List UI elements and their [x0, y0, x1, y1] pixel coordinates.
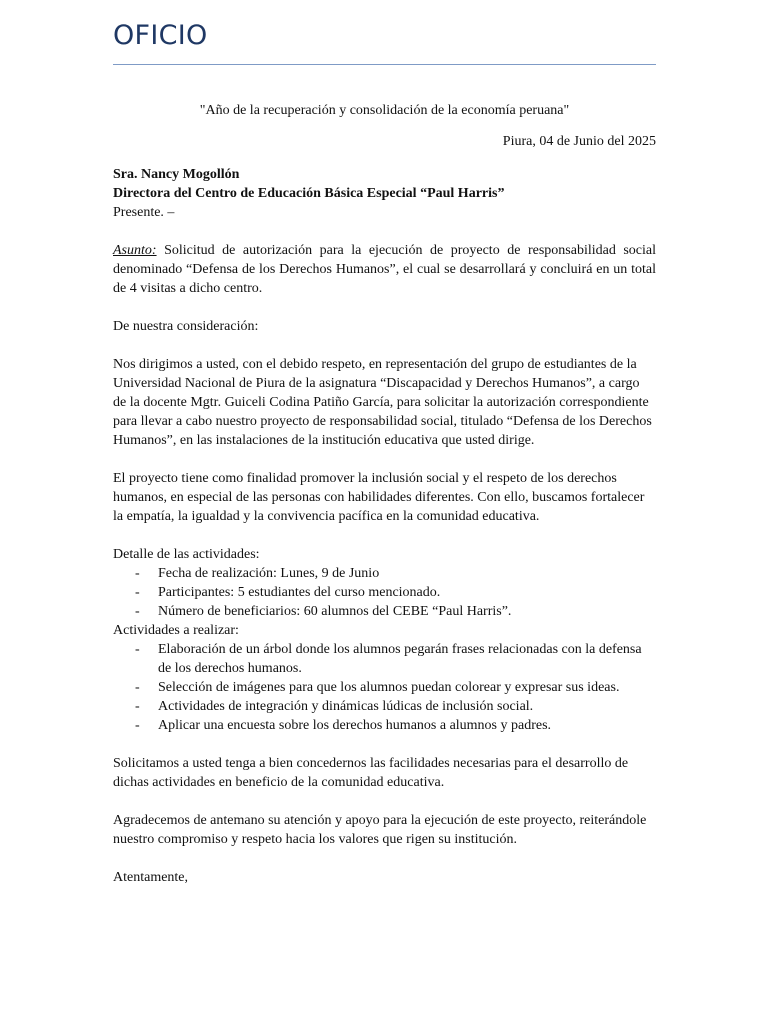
- closing: Atentamente,: [113, 870, 189, 885]
- document-body: [113, 101, 656, 887]
- paragraph-2: El proyecto tiene como finalidad promover la inclusión social y el respeto de los derechos humanos, en especial de las personas con habilidades diferentes. Con ello, buscamos fortalecer la empatía, la igualdad y la convivencia pacífica en la comunidad educativa.: [113, 471, 645, 524]
- list-item: - Participantes: 5 estudiantes del curso mencionado.: [113, 583, 656, 602]
- subject-text: Solicitud de autorización para la ejecución de proyecto de responsabilidad social denominado “Defensa de los Derechos Humanos”, el cual se desarrollará y concluirá en un total de 4 visitas a dicho centro.: [113, 243, 656, 296]
- details-title: Detalle de las actividades:: [113, 547, 260, 562]
- list-item: - Fecha de realización: Lunes, 9 de Junio: [113, 564, 656, 583]
- greeting: De nuestra consideración:: [113, 319, 259, 334]
- list-item: - Número de beneficiarios: 60 alumnos del CEBE “Paul Harris”.: [113, 602, 656, 621]
- list-item: - Aplicar una encuesta sobre los derechos humanos a alumnos y padres.: [113, 716, 656, 735]
- document-heading: OFICIO: [113, 20, 208, 51]
- paragraph-1: Nos dirigimos a usted, con el debido respeto, en representación del grupo de estudiantes de la Universidad Nacional de Piura de la asignatura “Discapacidad y Derechos Humanos”, a cargo de la docente Mgtr. Guiceli Codina Patiño García, para solicitar la autorización correspondiente para llevar a cabo nuestro proyecto de responsabilidad social, titulado “Defensa de los Derechos Humanos”, en las instalaciones de la institución educativa que usted dirige.: [113, 357, 652, 448]
- heading-rule: [113, 64, 656, 65]
- activities-list: [113, 640, 656, 735]
- subject-paragraph: [113, 241, 656, 298]
- year-motto: "Año de la recuperación y consolidación de la economía peruana": [199, 103, 570, 118]
- place-date: Piura, 04 de Junio del 2025: [502, 134, 656, 149]
- details-list: [113, 564, 656, 621]
- presente-line: Presente. –: [113, 205, 175, 220]
- recipient-name: Sra. Nancy Mogollón: [113, 167, 240, 182]
- list-item: - Selección de imágenes para que los alumnos puedan colorear y expresar sus ideas.: [113, 678, 656, 697]
- paragraph-3: Solicitamos a usted tenga a bien concedernos las facilidades necesarias para el desarrollo de dichas actividades en beneficio de la comunidad educativa.: [113, 756, 629, 790]
- subject-label: Asunto:: [113, 243, 157, 258]
- paragraph-4: Agradecemos de antemano su atención y apoyo para la ejecución de este proyecto, reiterándole nuestro compromiso y respeto hacia los valores que rigen su institución.: [113, 813, 647, 847]
- recipient-position: Directora del Centro de Educación Básica Especial “Paul Harris”: [113, 186, 505, 201]
- list-item: - Elaboración de un árbol donde los alumnos pegarán frases relacionadas con la defensa de los derechos humanos.: [113, 640, 656, 678]
- list-item: - Actividades de integración y dinámicas lúdicas de inclusión social.: [113, 697, 656, 716]
- activities-title: Actividades a realizar:: [113, 623, 239, 638]
